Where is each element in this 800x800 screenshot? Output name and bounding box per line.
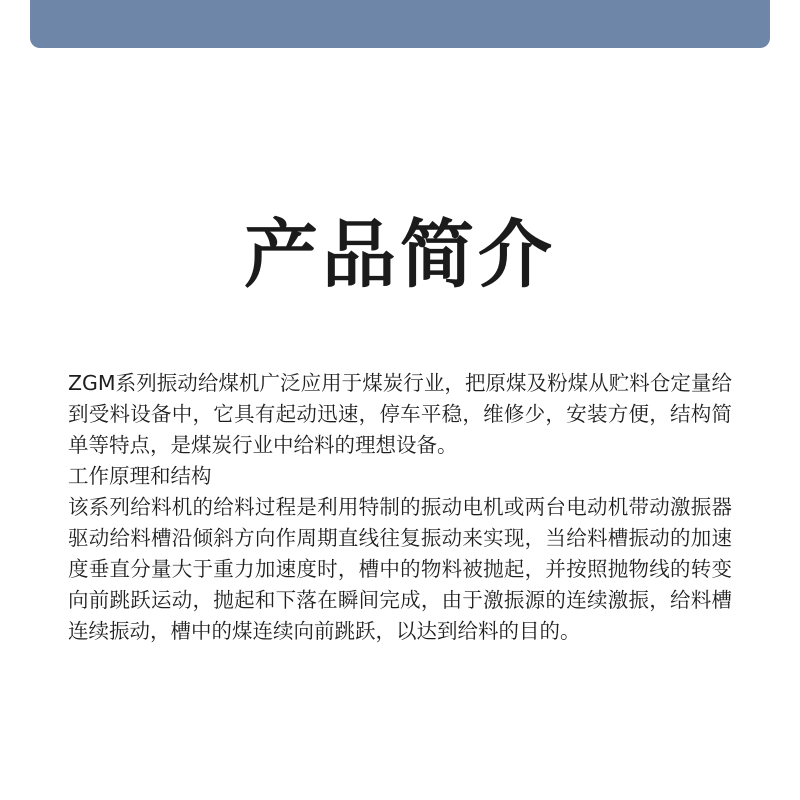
top-banner-decoration — [30, 0, 770, 48]
section-paragraph: 该系列给料机的给料过程是利用特制的振动电机或两台电动机带动激振器驱动给料槽沿倾斜方向作周期直线往复振动来实现，当给料槽振动的加速度垂直分量大于重力加速度时，槽中的物料被抛起，并按照抛物线的转变向前跳跃运动，抛起和下落在瞬间完成，由于激振源的连续激振，给料槽连续振动，槽中的煤连续向前跳跃，以达到给料的目的。 — [68, 495, 732, 643]
intro-paragraph: ZGM系列振动给煤机广泛应用于煤炭行业，把原煤及粉煤从贮料仓定量给到受料设备中，它具有起动迅速，停车平稳，维修少，安装方便，结构简单等特点，是煤炭行业中给料的理想设备。 — [68, 371, 732, 457]
page-title: 产品简介 — [244, 212, 556, 298]
content-body — [68, 368, 732, 647]
page-title-block — [0, 212, 800, 298]
section-heading: 工作原理和结构 — [68, 464, 212, 488]
